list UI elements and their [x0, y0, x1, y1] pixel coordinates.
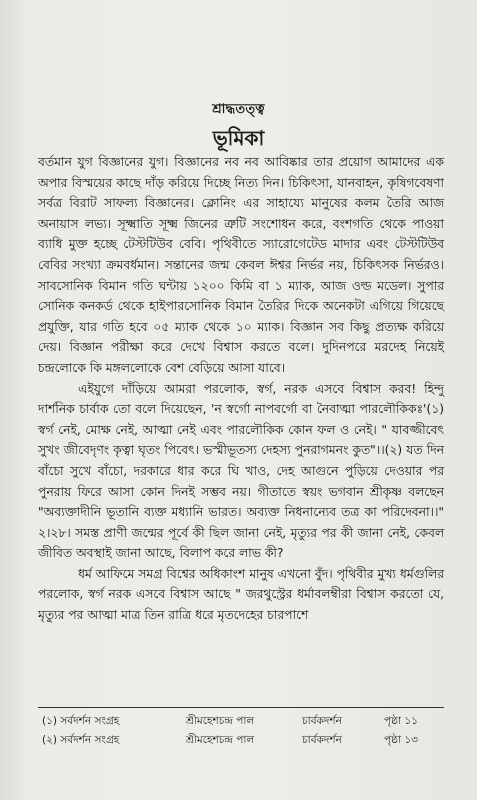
footnote-page: পৃষ্ঠা ১৩	[384, 734, 418, 746]
running-head: শ্রাদ্ধতত্ত্ব	[212, 102, 265, 117]
footnote-row	[42, 731, 442, 750]
body-text	[38, 152, 444, 626]
footnote-source	[42, 712, 186, 731]
footnote-author: শ্রীমহেশচন্দ্র পাল	[186, 715, 255, 727]
section-title: ভূমিকা	[212, 126, 265, 150]
paragraph: ধর্ম আফিমে সমগ্র বিশ্বের অধিকাংশ মানুষ এখনো বুঁদ। পৃথিবীর মুখ্য ধর্মগুলির পরলোক, স্বর্গ নরক এসবে বিশ্বাস আছে " জরথুস্ট্রের ধর্মাবলম্বীরা বিশ্বাস করতো যে, মৃত্যুর পর আত্মা মাত্র তিন রাত্রি ধরে মৃতদেহের চারপাশে	[38, 566, 444, 623]
footnote-number: (২)	[42, 734, 58, 746]
footnote-source	[42, 731, 186, 750]
page-header	[0, 100, 477, 157]
footnote-title: সর্বদর্শন সংগ্রহ	[60, 734, 120, 746]
footnotes	[42, 712, 442, 750]
footnote-title: সর্বদর্শন সংগ্রহ	[60, 715, 120, 727]
paragraph: এইযুগে দাঁড়িয়ে আমরা পরলোক, স্বর্গ, নরক এসবে বিশ্বাস করব! হিন্দু দার্শনিক চার্বাক তো বলে দিয়েছেন, 'ন স্বর্গো নাপবর্গো বা নৈবাত্মা পারলৌকিকঃ'(১) স্বর্গ নেই, মোক্ষ নেই, আত্মা নেই এবং পারলৌকিক কোন ফল ও নেই। " যাবজ্জীবেৎ সুখং জীবেদৃণং কৃত্বা ঘৃতং পিবেৎ। ভস্মীভূতস্য দেহস্য পুনরাগমনং কুত"।।(২) যত দিন বাঁচো সুখে বাঁচো, দরকারে ধার করে ঘি খাও, দেহ আগুনে পুড়িয়ে দেওয়ার পর পুনরায় ফিরে আসা কোন দিনই সম্ভব নয়। গীতাতে স্বয়ং ভগবান শ্রীকৃষ্ণ বলছেন "অব্যক্তাদীনি ভূতানি ব্যক্ত মধ্যানি ভারত। অব্যক্ত নিধনান্যেব তত্র কা পরিদেবনা।।" ২।২৮। সমস্ত প্রাণী জন্মের পূর্বে কী ছিল জানা নেই, মৃত্যুর পর কী জানা নেই, কেবল জীবিত অবস্থাই জানা আছে, বিলাপ করে লাভ কী?	[38, 381, 444, 561]
footnote-divider	[38, 707, 444, 708]
footnote-page: পৃষ্ঠা ১১	[384, 715, 418, 727]
footnote-number: (১)	[42, 715, 58, 727]
footnote-section: চার্বকদর্শন	[302, 715, 342, 727]
footnote-row	[42, 712, 442, 731]
paragraph: বর্তমান যুগ বিজ্ঞানের যুগ। বিজ্ঞানের নব নব আবিষ্কার তার প্রয়োগ আমাদের এক অপার বিস্ময়ের কাছে দাঁড় করিয়ে দিচ্ছে নিত্য দিন। চিকিৎসা, যানবাহন, কৃষিগবেষণা সর্বত্র বিরাট সাফল্য বিজ্ঞানের। ক্লোনিং এর সাহায্যে মানুষের কলম তৈরি আজ অনায়াস লভ্য। সূক্ষ্মাতি সূক্ষ্ম জিনের ত্রুটি সংশোধন করে, বংশগতি থেকে পাওয়া ব্যাধি মুক্ত হচ্ছে টেস্টটিউব বেবি। পৃথিবীতে স্যারোগেটেড মাদার এবং টেস্টটিউব বেবির সংখ্যা ক্রমবর্ধমান। সন্তানের জন্ম কেবল ঈশ্বর নির্ভর নয়, চিকিৎসক নির্ভরও। সাবসোনিক বিমান গতি ঘন্টায় ১২০০ কিমি বা ১ ম্যাক, আজ ওল্ড মডেল। সুপার সোনিক কনকর্ড থেকে হাইপারসোনিক বিমান তৈরির দিকে অনেকটা এগিয়ে গিয়েছে প্রযুক্তি, যার গতি হবে ০৫ ম্যাক থেকে ১০ ম্যাক। বিজ্ঞান সব কিছু প্রত্যক্ষ করিয়ে দেয়। বিজ্ঞান পরীক্ষা করে দেখে বিশ্বাস করতে বলে। দুদিনপরে মরদেহ নিয়েই চন্দ্রলোকে কি মঙ্গললোকে বেশ বেড়িয়ে আসা যাবে।	[38, 155, 444, 375]
footnote-author: শ্রীমহেশচন্দ্র পাল	[186, 734, 255, 746]
footnote-section: চার্বকদর্শন	[302, 734, 342, 746]
